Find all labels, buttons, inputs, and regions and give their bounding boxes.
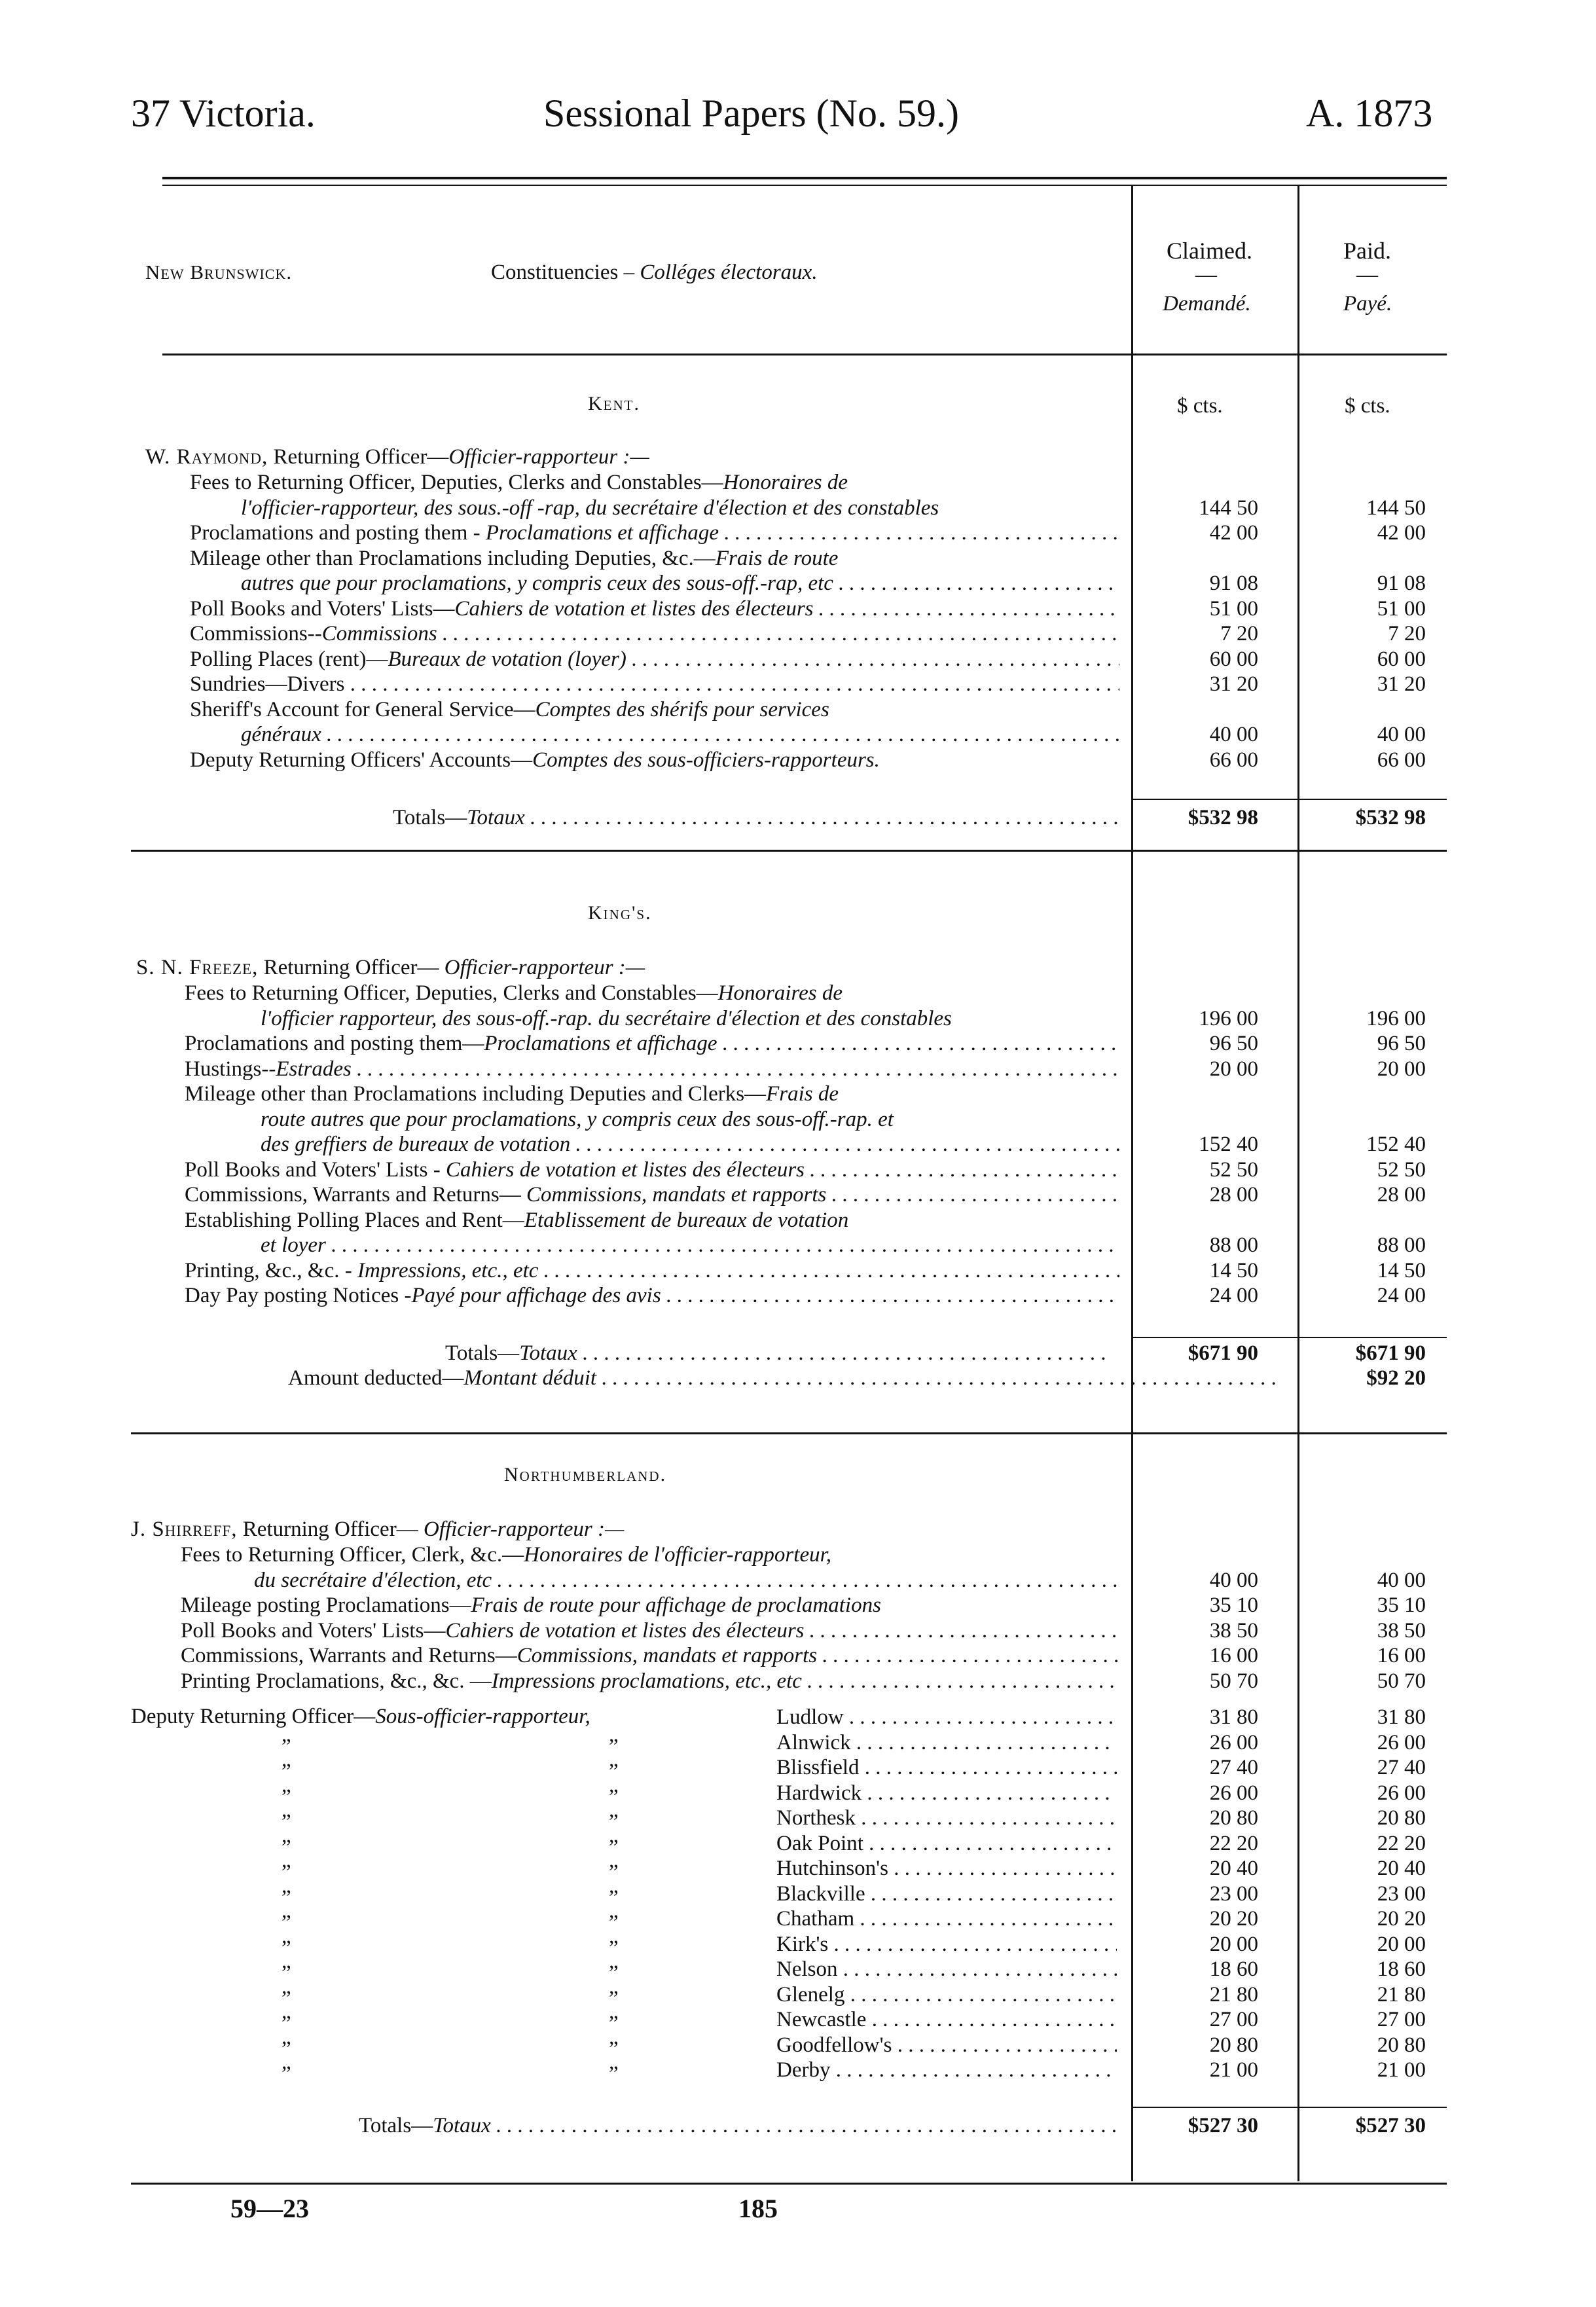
line-item — [185, 1031, 1119, 1056]
deputy-place: Derby . . . — [776, 2058, 1117, 2082]
kent-end-rule — [131, 850, 1447, 852]
line-item — [261, 1233, 1119, 1258]
line-item-text-fr: généraux . . . — [241, 723, 1119, 746]
header-rule-top — [162, 177, 1447, 179]
line-item — [185, 1182, 1119, 1207]
line-item-text-fr: des greffiers de bureaux de votation . . . — [261, 1133, 1119, 1156]
line-item-text: Mileage posting Proclamations— — [181, 1593, 471, 1617]
ditto-mark: ” — [281, 2012, 291, 2035]
kent-totals-rule — [1131, 799, 1447, 800]
amount-claimed: 27 00 — [1209, 2008, 1258, 2031]
ditto-mark: ” — [609, 1961, 619, 1985]
deputy-place-row — [776, 1881, 1117, 1906]
amount-claimed: 23 00 — [1209, 1882, 1258, 1906]
line-item — [181, 1669, 1119, 1694]
line-item-text: Day Pay posting Notices - — [185, 1284, 412, 1307]
ditto-mark: ” — [281, 1987, 291, 2010]
line-item — [185, 1283, 1119, 1308]
amount-claimed: 20 00 — [1209, 1057, 1258, 1081]
line-item-text-fr: route autres que pour proclamations, y compris ceux des sous-off.-rap. et — [261, 1108, 894, 1131]
amount-paid: 26 00 — [1377, 1781, 1426, 1805]
line-item — [190, 470, 1119, 495]
line-item-text: Fees to Returning Officer, Deputies, Clerks and Constables— — [190, 471, 723, 494]
kings-end-rule — [131, 1432, 1447, 1434]
amount-claimed: 38 50 — [1209, 1619, 1258, 1643]
line-item-text: Mileage other than Proclamations including Deputies, &c.— — [190, 547, 716, 570]
line-item — [181, 1618, 1119, 1643]
footer-page-number: 185 — [738, 2194, 778, 2223]
amount-claimed: 152 40 — [1199, 1133, 1258, 1156]
line-item — [241, 722, 1119, 747]
line-item — [185, 1258, 1119, 1283]
ditto-mark: ” — [281, 2037, 291, 2061]
ditto-mark: ” — [609, 1886, 619, 1910]
deputy-place: Goodfellow's . . . — [776, 2033, 1117, 2057]
deputy-place: Chatham . . . — [776, 1907, 1117, 1931]
deputy-place: Glenelg . . . — [776, 1983, 1117, 2007]
ditto-mark: ” — [281, 1735, 291, 1758]
deputy-place-row — [776, 1806, 1117, 1830]
claimed-head-fr: Demandé. — [1163, 292, 1251, 316]
line-item-text-fr: et loyer . . . — [261, 1233, 1119, 1257]
amount-claimed: 60 00 — [1209, 647, 1258, 671]
ditto-mark: ” — [281, 1936, 291, 1960]
line-item — [190, 596, 1119, 621]
claimed-head: Claimed. — [1167, 238, 1252, 264]
north-totals-rule — [1131, 2107, 1447, 2108]
amount-claimed: 96 50 — [1209, 1032, 1258, 1055]
line-item-text-fr: Frais de route pour affichage de proclamations — [471, 1593, 881, 1617]
line-item-text: Printing Proclamations, &c., &c. — — [181, 1669, 492, 1693]
amount-claimed: 40 00 — [1209, 1569, 1258, 1592]
deputy-place-row — [776, 2007, 1117, 2032]
deputy-place-row — [776, 2058, 1117, 2082]
kent-total-claimed: $532 98 — [1188, 806, 1258, 829]
deputy-place: Ludlow . . . — [776, 1705, 1117, 1729]
kings-total-claimed: $671 90 — [1188, 1341, 1258, 1365]
amount-claimed: 18 60 — [1209, 1957, 1258, 1981]
amount-paid: 196 00 — [1366, 1007, 1426, 1030]
amount-claimed: 50 70 — [1209, 1669, 1258, 1693]
deputy-place: Alnwick . . . — [776, 1731, 1117, 1754]
amount-paid: 20 40 — [1377, 1857, 1426, 1880]
ditto-mark: ” — [281, 1785, 291, 1809]
kings-totals-label: Totals—Totaux . . . — [445, 1341, 1106, 1366]
line-item-text: Sundries—Divers . . . — [190, 672, 1119, 696]
line-item — [185, 1057, 1119, 1081]
amount-paid: 51 00 — [1377, 597, 1426, 621]
ditto-mark: ” — [281, 1760, 291, 1783]
amount-claimed: 144 50 — [1199, 496, 1258, 520]
deputy-place: Hutchinson's . . . — [776, 1857, 1117, 1880]
kings-title: King's. — [588, 902, 652, 924]
amount-claimed: 20 20 — [1209, 1907, 1258, 1931]
line-item-text-fr: Proclamations et affichage . . . — [486, 521, 1119, 545]
line-item-text: Establishing Polling Places and Rent— — [185, 1208, 524, 1232]
ditto-mark: ” — [609, 1785, 619, 1809]
line-item — [190, 546, 1119, 571]
amount-claimed: 26 00 — [1209, 1731, 1258, 1754]
amount-paid: 16 00 — [1377, 1644, 1426, 1667]
ditto-mark: ” — [281, 1961, 291, 1985]
paid-head-fr: Payé. — [1343, 292, 1392, 316]
footer-left: 59—23 — [230, 2194, 309, 2223]
line-item — [261, 1006, 1119, 1031]
kent-title: Kent. — [588, 393, 640, 414]
amount-claimed: 42 00 — [1209, 521, 1258, 545]
amount-claimed: 14 50 — [1209, 1259, 1258, 1282]
deputy-place-row — [776, 1781, 1117, 1806]
amount-claimed: 16 00 — [1209, 1644, 1258, 1667]
amount-paid: 66 00 — [1377, 748, 1426, 772]
line-item-text: Commissions, Warrants and Returns— — [181, 1644, 517, 1667]
amount-paid: 35 10 — [1377, 1593, 1426, 1617]
line-item-text: Poll Books and Voters' Lists— — [190, 597, 455, 621]
line-item-text: Mileage other than Proclamations including Deputies and Clerks— — [185, 1082, 767, 1106]
line-item-text-fr: Etablissement de bureaux de votation — [524, 1208, 849, 1232]
line-item-text-fr: Honoraires de — [717, 981, 843, 1005]
amount-paid: 40 00 — [1377, 1569, 1426, 1592]
thead-rule — [162, 354, 1447, 355]
line-item — [181, 1542, 1119, 1567]
amount-paid: 20 00 — [1377, 1933, 1426, 1956]
line-item-text-fr: Cahiers de votation et listes des électeurs . . . — [445, 1619, 1119, 1643]
line-item-text-fr: du secrétaire d'élection, etc . . . — [254, 1569, 1119, 1592]
deputy-place-row — [776, 1705, 1117, 1730]
line-item-text: Poll Books and Voters' Lists - — [185, 1158, 446, 1182]
kings-officer: S. N. Freeze, Returning Officer— Officier-rapporteur :— — [136, 956, 645, 979]
amount-claimed: 21 80 — [1209, 1983, 1258, 2007]
line-item-text-fr: Comptes des sous-officiers-rapporteurs. — [532, 748, 880, 772]
ditto-mark: ” — [609, 1760, 619, 1783]
amount-claimed: 52 50 — [1209, 1158, 1258, 1182]
line-item-text-fr: Frais de — [766, 1082, 839, 1106]
amount-claimed: 91 08 — [1209, 572, 1258, 595]
amount-claimed: 20 80 — [1209, 1806, 1258, 1830]
amount-paid: 144 50 — [1366, 496, 1426, 520]
line-item-text-fr: Estrades . . . — [276, 1057, 1119, 1081]
ditto-mark: ” — [609, 2062, 619, 2086]
kent-total-paid: $532 98 — [1355, 806, 1426, 829]
line-item-text: Fees to Returning Officer, Clerk, &c.— — [181, 1543, 524, 1567]
amount-paid: 28 00 — [1377, 1183, 1426, 1207]
northumberland-title: Northumberland. — [504, 1464, 667, 1485]
line-item-text: Fees to Returning Officer, Deputies, Clerks and Constables— — [185, 981, 718, 1005]
ditto-mark: ” — [281, 2062, 291, 2086]
line-item — [181, 1643, 1119, 1668]
amount-paid: 88 00 — [1377, 1233, 1426, 1257]
amount-claimed: 20 00 — [1209, 1933, 1258, 1956]
deputy-place-row — [776, 1831, 1117, 1856]
line-item — [185, 1157, 1119, 1182]
kent-currency-claimed: $ cts. — [1177, 394, 1223, 418]
amount-claimed: 51 00 — [1209, 597, 1258, 621]
ditto-mark: ” — [609, 1810, 619, 1834]
line-item — [241, 496, 1119, 520]
deputy-place-row — [776, 2033, 1117, 2058]
line-item-text-fr: Honoraires de — [723, 471, 848, 494]
line-item — [185, 1208, 1119, 1233]
deputy-place-row — [776, 1957, 1117, 1982]
line-item-text: Polling Places (rent)— — [190, 647, 388, 671]
north-totals-label: Totals—Totaux . . . — [359, 2113, 1118, 2138]
amount-claimed: 31 80 — [1209, 1705, 1258, 1729]
amount-paid: 60 00 — [1377, 647, 1426, 671]
line-item — [190, 672, 1119, 697]
ditto-mark: ” — [609, 1936, 619, 1960]
amount-paid: 7 20 — [1388, 622, 1426, 645]
kent-totals-label: Totals—Totaux . . . — [393, 805, 1118, 830]
amount-paid: 27 00 — [1377, 2008, 1426, 2031]
kings-deducted-label: Amount deducted—Montant déduit . . . — [288, 1366, 1283, 1390]
line-item — [181, 1593, 1119, 1618]
amount-claimed: 26 00 — [1209, 1781, 1258, 1805]
north-total-claimed: $527 30 — [1188, 2114, 1258, 2137]
paid-column-rule — [1297, 185, 1299, 2181]
constituencies-head: Constituencies – Colléges électoraux. — [491, 261, 818, 284]
amount-claimed: 88 00 — [1209, 1233, 1258, 1257]
ditto-mark: ” — [609, 1911, 619, 1935]
amount-paid: 42 00 — [1377, 521, 1426, 545]
amount-paid: 96 50 — [1377, 1032, 1426, 1055]
deputy-place: Blissfield . . . — [776, 1756, 1117, 1779]
footer-rule — [131, 2183, 1447, 2185]
amount-claimed: 22 20 — [1209, 1832, 1258, 1855]
amount-claimed: 7 20 — [1220, 622, 1258, 645]
claimed-column-rule — [1131, 185, 1133, 2181]
deputy-place: Blackville . . . — [776, 1882, 1117, 1906]
deputy-place: Newcastle . . . — [776, 2008, 1117, 2031]
amount-claimed: 196 00 — [1199, 1007, 1258, 1030]
line-item-text: Proclamations and posting them— — [185, 1032, 484, 1055]
amount-claimed: 66 00 — [1209, 748, 1258, 772]
amount-claimed: 28 00 — [1209, 1183, 1258, 1207]
amount-paid: 38 50 — [1377, 1619, 1426, 1643]
line-item — [185, 1081, 1119, 1106]
deputy-place-row — [776, 1755, 1117, 1780]
ditto-mark: ” — [281, 1836, 291, 1859]
amount-paid: 27 40 — [1377, 1756, 1426, 1779]
line-item-text-fr: Commissions, mandats et rapports . . . — [517, 1644, 1119, 1667]
line-item-text-fr: Bureaux de votation (loyer) . . . — [388, 647, 1119, 671]
line-item-text: Poll Books and Voters' Lists— — [181, 1619, 446, 1643]
amount-paid: 31 80 — [1377, 1705, 1426, 1729]
header-right: A. 1873 — [1306, 92, 1433, 135]
amount-claimed: 31 20 — [1209, 672, 1258, 696]
ditto-mark: ” — [609, 1987, 619, 2010]
kings-total-paid: $671 90 — [1355, 1341, 1426, 1365]
header-left: 37 Victoria. — [131, 92, 316, 135]
amount-claimed: 20 40 — [1209, 1857, 1258, 1880]
line-item-text-fr: Payé pour affichage des avis . . . — [411, 1284, 1119, 1307]
line-item — [190, 697, 1119, 722]
line-item — [190, 647, 1119, 672]
line-item — [190, 748, 1119, 772]
amount-paid: 20 80 — [1377, 2033, 1426, 2057]
amount-claimed: 21 00 — [1209, 2058, 1258, 2082]
line-item-text-fr: Impressions, etc., etc . . . — [357, 1259, 1119, 1282]
province-label: New Brunswick. — [145, 261, 293, 283]
amount-paid: 26 00 — [1377, 1731, 1426, 1754]
ditto-mark: ” — [609, 1836, 619, 1859]
amount-paid: 24 00 — [1377, 1284, 1426, 1307]
deputy-place-row — [776, 1730, 1117, 1755]
deputy-place-row — [776, 1906, 1117, 1931]
amount-claimed: 20 80 — [1209, 2033, 1258, 2057]
deputy-place: Kirk's . . . — [776, 1933, 1117, 1956]
line-item-text-fr: autres que pour proclamations, y compris ceux des sous-off.-rap, etc . . . — [241, 572, 1119, 595]
amount-paid: 20 00 — [1377, 1057, 1426, 1081]
amount-paid: 40 00 — [1377, 723, 1426, 746]
amount-paid: 18 60 — [1377, 1957, 1426, 1981]
amount-paid: 52 50 — [1377, 1158, 1426, 1182]
line-item-text-fr: Comptes des shérifs pour services — [535, 698, 829, 721]
line-item — [261, 1107, 1119, 1132]
ditto-mark: ” — [281, 1886, 291, 1910]
ditto-mark: ” — [609, 2012, 619, 2035]
amount-claimed: 35 10 — [1209, 1593, 1258, 1617]
deputy-place-row — [776, 1932, 1117, 1957]
deputy-place-row — [776, 1856, 1117, 1881]
amount-paid: 14 50 — [1377, 1259, 1426, 1282]
amount-paid: 20 80 — [1377, 1806, 1426, 1830]
line-item-text: Commissions, Warrants and Returns— — [185, 1183, 526, 1207]
deputy-label: Deputy Returning Officer—Sous-officier-rapporteur, — [131, 1705, 590, 1728]
deputy-place: Oak Point . . . — [776, 1832, 1117, 1855]
kings-totals-rule — [1131, 1337, 1447, 1338]
ditto-mark: ” — [281, 1810, 291, 1834]
line-item-text: Sheriff's Account for General Service— — [190, 698, 535, 721]
north-total-paid: $527 30 — [1355, 2114, 1426, 2137]
line-item — [241, 571, 1119, 596]
amount-claimed: 40 00 — [1209, 723, 1258, 746]
line-item-text-fr: Impressions proclamations, etc., etc . . . — [492, 1669, 1119, 1693]
kent-currency-paid: $ cts. — [1345, 394, 1390, 418]
line-item — [190, 520, 1119, 545]
amount-paid: 152 40 — [1366, 1133, 1426, 1156]
line-item-text: Proclamations and posting them - — [190, 521, 486, 545]
amount-paid: 91 08 — [1377, 572, 1426, 595]
deputy-place: Northesk . . . — [776, 1806, 1117, 1830]
line-item-text-fr: l'officier-rapporteur, des sous.-off -rap, du secrétaire d'élection et des constables — [241, 496, 939, 520]
amount-paid: 50 70 — [1377, 1669, 1426, 1693]
line-item-text: Hustings-- — [185, 1057, 276, 1081]
amount-claimed: 24 00 — [1209, 1284, 1258, 1307]
line-item-text-fr: Proclamations et affichage . . . — [484, 1032, 1119, 1055]
paid-head: Paid. — [1343, 238, 1392, 264]
ditto-mark: ” — [609, 1735, 619, 1758]
amount-paid: 23 00 — [1377, 1882, 1426, 1906]
paid-dash: — — [1356, 263, 1378, 287]
ditto-mark: ” — [281, 1911, 291, 1935]
line-item-text: Printing, &c., &c. - — [185, 1259, 357, 1282]
line-item-text-fr: Commissions, mandats et rapports . . . — [526, 1183, 1119, 1207]
kent-officer: W. Raymond, Returning Officer—Officier-rapporteur :— — [145, 445, 649, 469]
deputy-place-row — [776, 1982, 1117, 2007]
line-item-text-fr: l'officier rapporteur, des sous-off.-rap. du secrétaire d'élection et des constables — [261, 1007, 952, 1030]
amount-paid: 20 20 — [1377, 1907, 1426, 1931]
ditto-mark: ” — [609, 1861, 619, 1884]
line-item-text-fr: Commissions . . . — [322, 622, 1119, 645]
line-item — [185, 981, 1119, 1006]
deputy-place: Nelson . . . — [776, 1957, 1117, 1981]
amount-paid: 31 20 — [1377, 672, 1426, 696]
line-item-text: Commissions-- — [190, 622, 322, 645]
line-item-text-fr: Cahiers de votation et listes des électeurs . . . — [446, 1158, 1119, 1182]
line-item-text-fr: Frais de route — [715, 547, 839, 570]
line-item-text: Deputy Returning Officers' Accounts— — [190, 748, 533, 772]
deputy-place: Hardwick . . . — [776, 1781, 1117, 1805]
line-item-text-fr: Honoraires de l'officier-rapporteur, — [524, 1543, 832, 1567]
line-item — [261, 1132, 1119, 1157]
amount-paid: 21 00 — [1377, 2058, 1426, 2082]
amount-paid: 22 20 — [1377, 1832, 1426, 1855]
amount-paid: 21 80 — [1377, 1983, 1426, 2007]
line-item — [190, 621, 1119, 646]
kings-deducted-paid: $92 20 — [1328, 1366, 1426, 1390]
ditto-mark: ” — [609, 2037, 619, 2061]
ditto-mark: ” — [281, 1861, 291, 1884]
northumberland-officer: J. Shirreff, Returning Officer— Officier-rapporteur :— — [131, 1517, 625, 1541]
amount-claimed: 27 40 — [1209, 1756, 1258, 1779]
claimed-dash: — — [1195, 263, 1217, 287]
header-rule-bottom — [162, 185, 1447, 186]
header-center: Sessional Papers (No. 59.) — [543, 92, 959, 135]
line-item — [254, 1568, 1119, 1593]
line-item-text-fr: Cahiers de votation et listes des électeurs . . . — [454, 597, 1119, 621]
